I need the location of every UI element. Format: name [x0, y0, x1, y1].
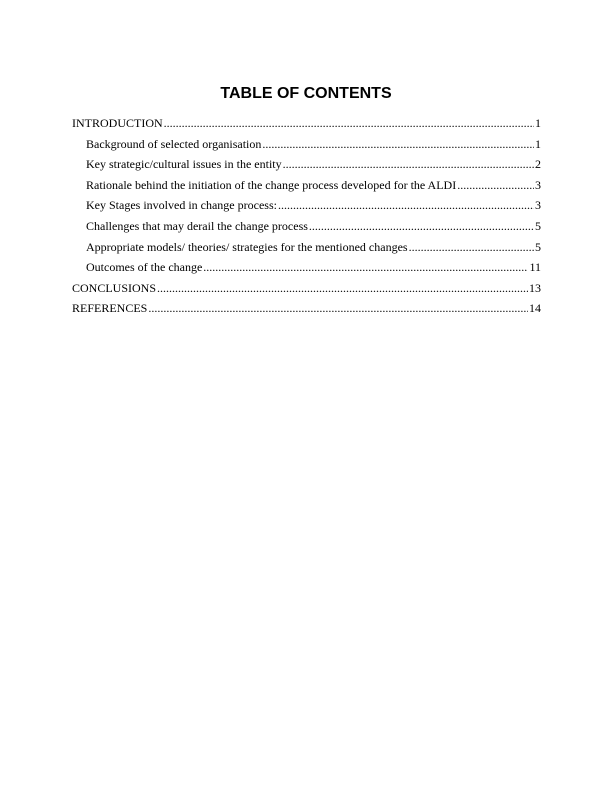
toc-entry-page-number: 1 [535, 116, 541, 130]
dot-leader [283, 157, 534, 172]
toc-entry-page-number: 2 [535, 157, 541, 172]
dot-leader [309, 219, 534, 234]
dot-leader [203, 260, 528, 275]
toc-entry-label: Key Stages involved in change process: [86, 198, 277, 213]
toc-title: TABLE OF CONTENTS [220, 85, 392, 102]
toc-entry-label: Key strategic/cultural issues in the entity [86, 157, 282, 172]
dot-leader [157, 281, 528, 296]
toc-entry-label: CONCLUSIONS [72, 280, 157, 295]
dot-leader [164, 116, 534, 131]
toc-entry[interactable] [72, 178, 541, 199]
toc-entry[interactable] [72, 157, 541, 178]
toc-entry[interactable] [72, 198, 541, 219]
toc-list [72, 116, 541, 322]
toc-entry-label: Challenges that may derail the change process [86, 218, 308, 233]
toc-entry-page-number: 3 [535, 198, 541, 213]
toc-entry[interactable] [72, 219, 541, 240]
toc-entry-page-number: 5 [535, 239, 541, 254]
toc-entry-label: Outcomes of the change [86, 260, 203, 275]
toc-entry-label: INTRODUCTION [72, 116, 163, 130]
dot-leader [457, 178, 534, 193]
toc-entry-page-number: 11 [529, 260, 541, 275]
toc-entry[interactable] [72, 116, 541, 137]
dot-leader [409, 240, 534, 255]
toc-entry-label: Rationale behind the initiation of the change process developed for the ALDI [86, 177, 457, 192]
toc-entry[interactable] [72, 137, 541, 158]
toc-entry[interactable] [72, 301, 541, 322]
dot-leader [262, 137, 534, 152]
toc-entry-label: Appropriate models/ theories/ strategies for the mentioned changes [86, 239, 408, 254]
toc-entry-page-number: 3 [535, 177, 541, 192]
toc-entry[interactable] [72, 240, 541, 261]
toc-entry[interactable] [72, 260, 541, 281]
toc-entry-page-number: 5 [535, 218, 541, 233]
toc-entry-page-number: 13 [529, 280, 541, 295]
toc-entry[interactable] [72, 281, 541, 302]
dot-leader [148, 301, 528, 316]
toc-entry-label: Background of selected organisation [86, 136, 262, 151]
dot-leader [278, 198, 534, 213]
toc-entry-label: REFERENCES [72, 301, 148, 316]
toc-entry-page-number: 1 [535, 136, 541, 151]
toc-entry-page-number: 14 [529, 301, 541, 316]
